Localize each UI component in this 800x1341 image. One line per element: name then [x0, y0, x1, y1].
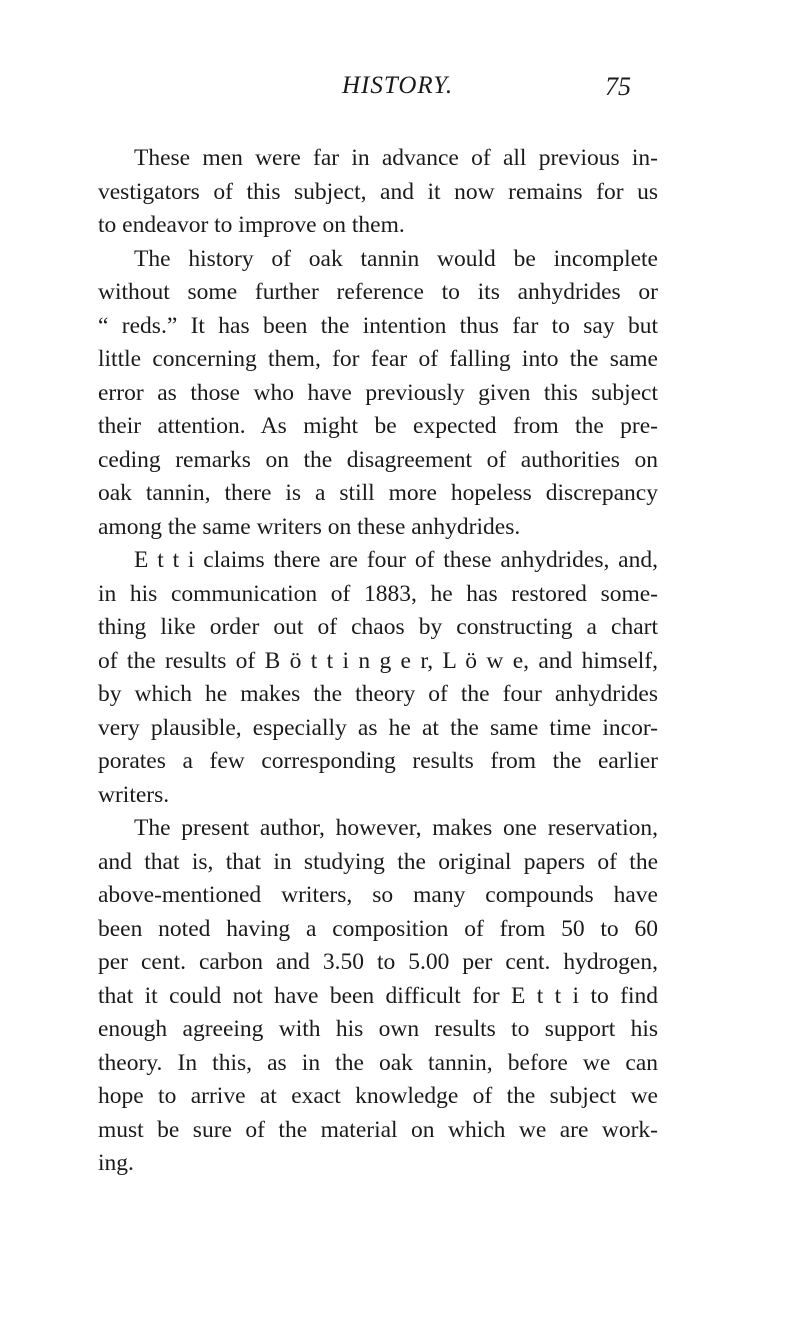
text-line: hope to arrive at exact knowledge of the subject we — [98, 1083, 658, 1109]
text-line: These men were far in advance of all previous in- — [134, 145, 658, 171]
text-line: little concerning them, for fear of falling into the same — [98, 346, 658, 372]
text-line: The present author, however, makes one reservation, — [134, 815, 658, 841]
text-line: enough agreeing with his own results to support his — [98, 1016, 658, 1042]
text-line: by which he makes the theory of the four anhydrides — [98, 681, 658, 707]
text-line: thing like order out of chaos by constructing a chart — [98, 614, 658, 640]
text-line: ceding remarks on the disagreement of authorities on — [98, 446, 658, 473]
text-line: to endeavor to improve on them. — [98, 212, 405, 238]
text-line: per cent. carbon and 3.50 to 5.00 per cent. hydrogen, — [98, 949, 658, 975]
text-line: without some further reference to its anhydrides or — [98, 279, 658, 305]
text-line: that it could not have been difficult for E t t i to find — [98, 982, 658, 1009]
text-line: and that is, that in studying the original papers of the — [98, 848, 658, 875]
text-line: The history of oak tannin would be incomplete — [134, 245, 658, 272]
text-line: above-mentioned writers, so many compounds have — [98, 882, 658, 908]
text-line: ing. — [98, 1150, 134, 1176]
running-head: HISTORY. — [342, 72, 454, 99]
page-number: 75 — [605, 72, 631, 101]
text-line: porates a few corresponding results from the earlier — [98, 748, 658, 774]
text-line: theory. In this, as in the oak tannin, before we can — [98, 1049, 658, 1076]
text-line: very plausible, especially as he at the same time incor- — [98, 714, 658, 741]
text-line: among the same writers on these anhydrides. — [98, 513, 521, 540]
text-line: “ reds.” It has been the intention thus far to say but — [98, 312, 658, 339]
text-line: writers. — [98, 781, 170, 808]
text-line: E t t i claims there are four of these anhydrides, and, — [134, 547, 658, 573]
text-line: must be sure of the material on which we are work- — [98, 1116, 658, 1143]
text-line: their attention. As might be expected from the pre- — [98, 413, 658, 439]
text-line: in his communication of 1883, he has restored some- — [98, 580, 658, 607]
text-line: been noted having a composition of from 50 to 60 — [98, 915, 658, 942]
body-text — [98, 142, 658, 1181]
text-line: error as those who have previously given this subject — [98, 379, 658, 406]
text-line: of the results of B ö t t i n g e r, L ö w e, and himself, — [98, 647, 658, 674]
text-line: oak tannin, there is a still more hopeless discrepancy — [98, 480, 658, 506]
text-line: vestigators of this subject, and it now remains for us — [98, 178, 658, 205]
page-header — [0, 72, 800, 112]
